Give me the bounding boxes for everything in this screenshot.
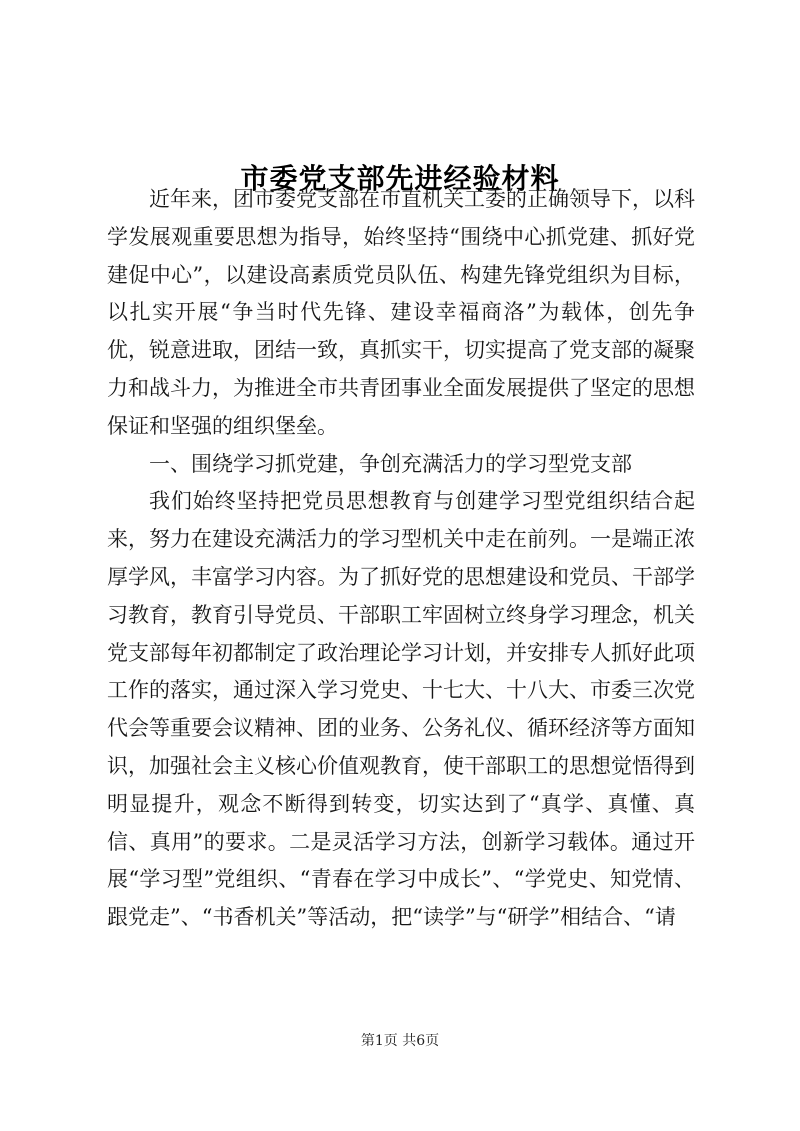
paragraph-intro: 近年来，团市委党支部在市直机关工委的正确领导下，以科学发展观重要思想为指导，始终坚持“围绕中心抓党建、抓好党建促中心”，以建设高素质党员队伍、构建先锋党组织为目标，以扎实开展“争当时代先锋、建设幸福商洛”为载体，创先争优，锐意进取，团结一致，真抓实干，切实提高了党支部的凝聚力和战斗力，为推进全市共青团事业全面发展提供了坚定的思想保证和坚强的组织堡垒。 [107, 187, 695, 438]
page-footer: 第1页 共6页 [360, 1033, 440, 1049]
document-body [107, 181, 695, 937]
page-title: 市委党支部先进经验材料 [240, 161, 560, 195]
section-heading-1: 一、围绕学习抓党建，争创充满活力的学习型党支部 [149, 451, 632, 476]
paragraph-section-1: 我们始终坚持把党员思想教育与创建学习型党组织结合起来，努力在建设充满活力的学习型机关中走在前列。一是端正浓厚学风，丰富学习内容。为了抓好党的思想建设和党员、干部学习教育，教育引导党员、干部职工牢固树立终身学习理念，机关党支部每年初都制定了政治理论学习计划，并安排专人抓好此项工作的落实，通过深入学习党史、十七大、十八大、市委三次党代会等重要会议精神、团的业务、公务礼仪、循环经济等方面知识，加强社会主义核心价值观教育，使干部职工的思想觉悟得到明显提升，观念不断得到转变，切实达到了“真学、真懂、真信、真用”的要求。二是灵活学习方法，创新学习载体。通过开展“学习型”党组织、“青春在学习中成长”、“学党史、知党情、跟党走”、“书香机关”等活动，把“读学”与“研学”相结合、“请 [107, 489, 695, 930]
